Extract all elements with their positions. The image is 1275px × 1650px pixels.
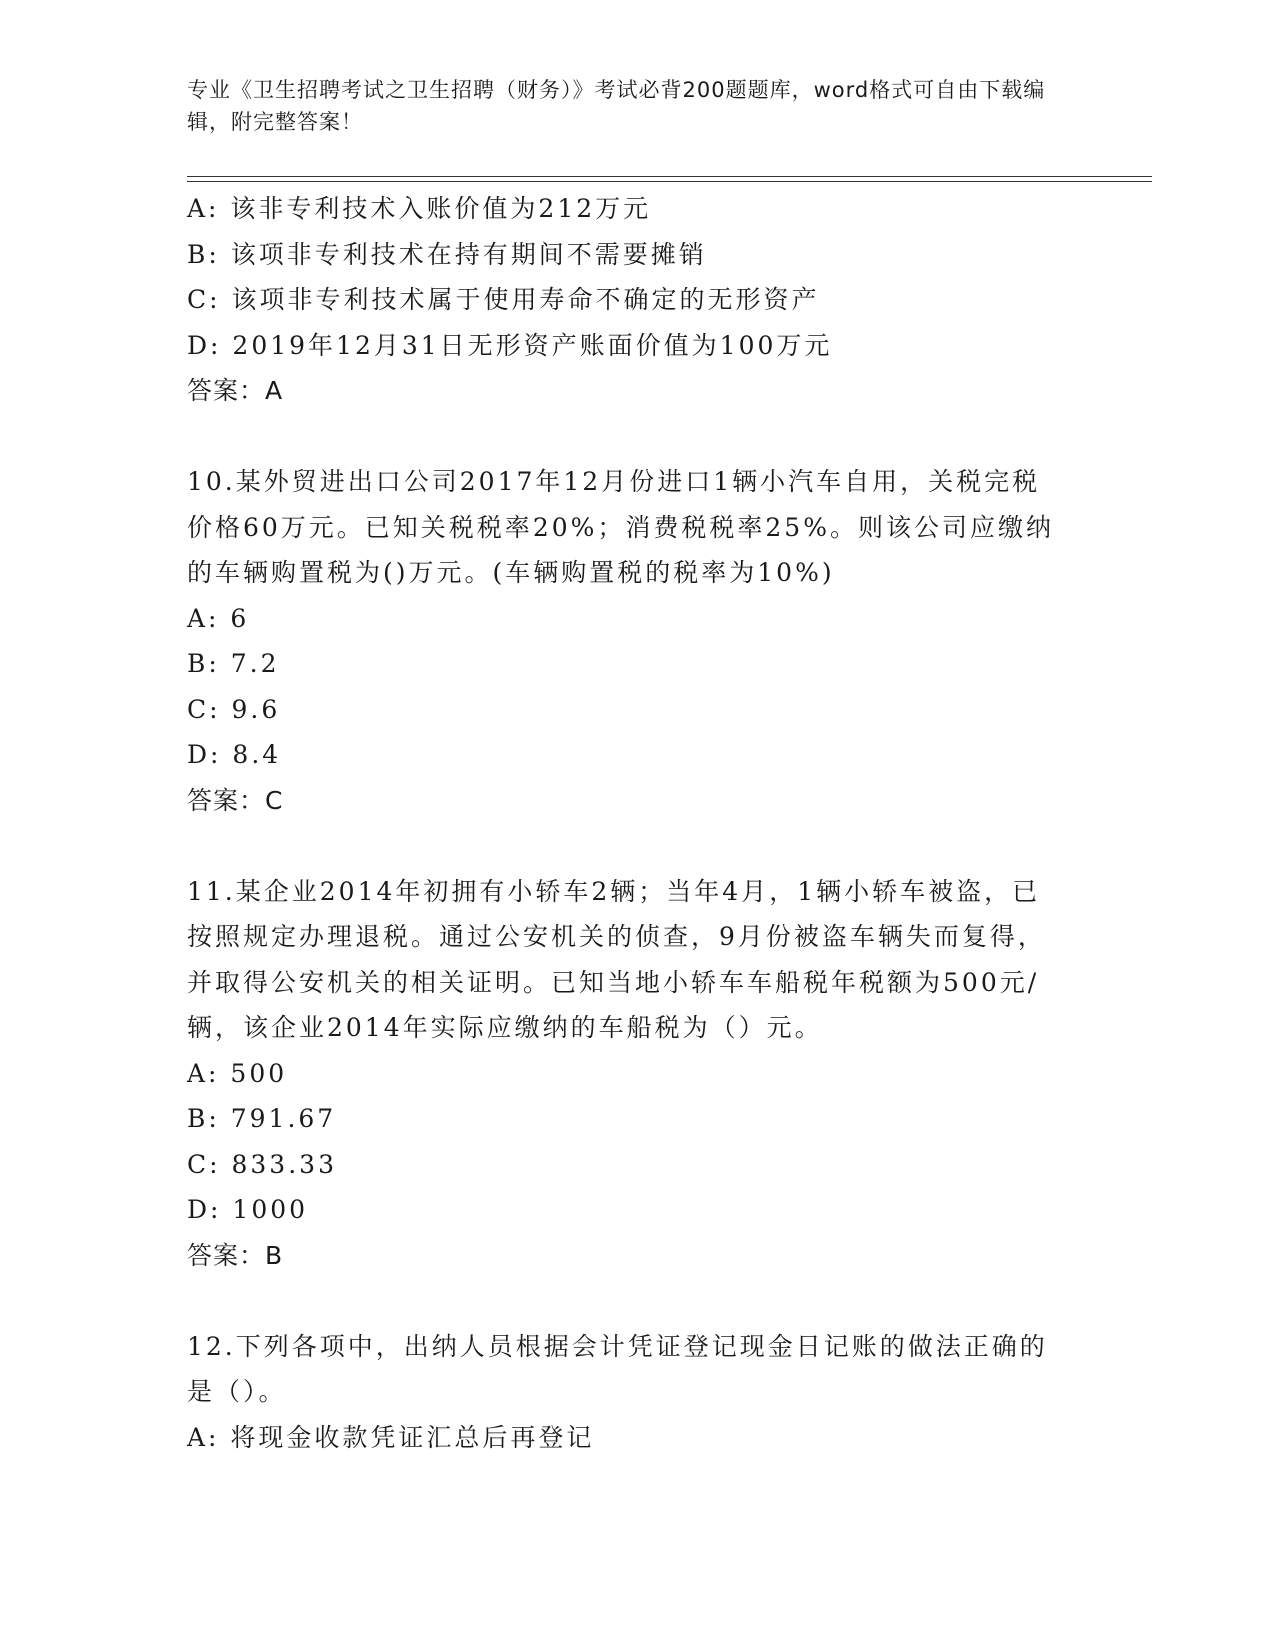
option-d: D: 2019年12月31日无形资产账面价值为100万元 [187, 330, 833, 360]
question-block-10 [187, 459, 1067, 823]
document-content [187, 186, 1067, 1460]
question-block-9 [187, 186, 1067, 414]
option-a: A: 500 [187, 1058, 288, 1088]
header-rule-bottom [187, 181, 1152, 182]
option-c: C: 该项非专利技术属于使用寿命不确定的无形资产 [187, 285, 820, 314]
question-text: 10.某外贸进出口公司2017年12月份进口1辆小汽车自用，关税完税价格60万元。已知关税税率20%；消费税税率25%。则该公司应缴纳的车辆购置税为()万元。(车辆购置税的税率为10%) [187, 467, 1054, 587]
question-text: 11.某企业2014年初拥有小轿车2辆；当年4月，1辆小轿车被盗，已按照规定办理退税。通过公安机关的侦查，9月份被盗车辆失而复得，并取得公安机关的相关证明。已知当地小轿车车船税年税额为500元/辆，该企业2014年实际应缴纳的车船税为（）元。 [187, 876, 1046, 1042]
question-block-11 [187, 869, 1067, 1279]
header-rule-top [187, 176, 1152, 177]
answer: 答案：B [187, 1240, 284, 1270]
question-text: 12.下列各项中，出纳人员根据会计凭证登记现金日记账的做法正确的是（）。 [187, 1331, 1048, 1406]
option-d: D: 8.4 [187, 740, 282, 769]
question-block-12 [187, 1324, 1067, 1461]
answer: 答案：A [187, 376, 284, 405]
option-d: D: 1000 [187, 1195, 309, 1224]
option-b: B: 791.67 [187, 1104, 337, 1133]
answer: 答案：C [187, 785, 284, 815]
option-c: C: 833.33 [187, 1149, 337, 1179]
option-c: C: 9.6 [187, 694, 281, 724]
option-b: B: 该项非专利技术在持有期间不需要摊销 [187, 239, 707, 269]
document-header: 专业《卫生招聘考试之卫生招聘（财务）》考试必背200题题库，word格式可自由下载编辑，附完整答案！ [187, 78, 1046, 134]
option-a: A: 将现金收款凭证汇总后再登记 [187, 1422, 595, 1452]
option-a: A: 该非专利技术入账价值为212万元 [187, 194, 652, 223]
option-b: B: 7.2 [187, 649, 280, 678]
option-a: A: 6 [187, 603, 250, 633]
